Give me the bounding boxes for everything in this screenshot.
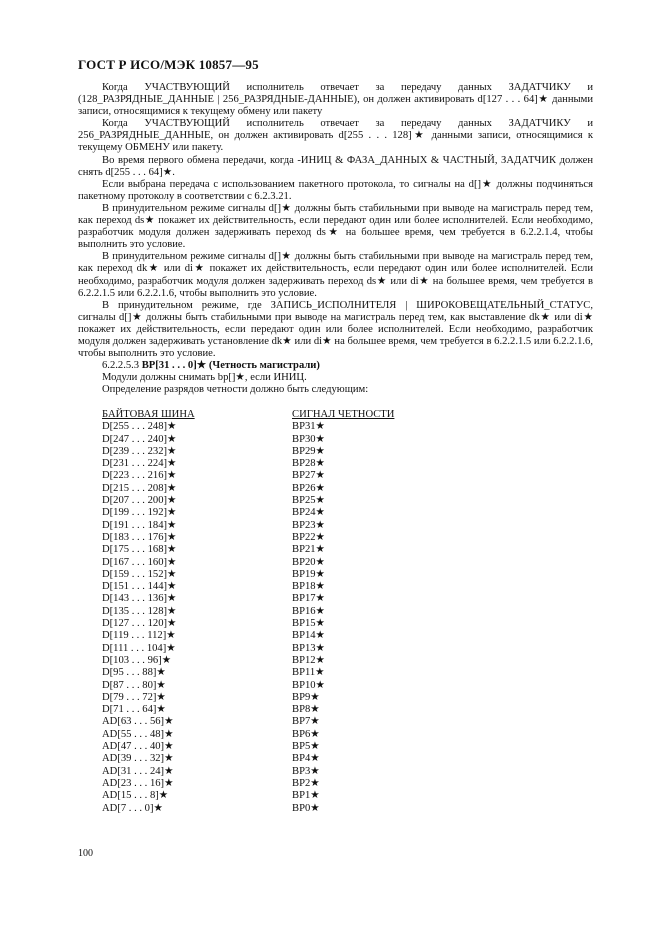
- table-row: [102, 557, 394, 569]
- parity-signal-cell: BP28★: [292, 458, 326, 470]
- byte-bus-cell: D[111 . . . 104]★: [102, 642, 176, 654]
- paragraph: В принудительном режиме, где ЗАПИСЬ_ИСПОЛНИТЕЛЯ | ШИРОКОВЕЩАТЕЛЬНЫЙ_СТАТУС, сигналы d[]★ должны быть стабильными при выводе на магистраль перед тем, как выставление dk★ или di★ покажет их действительность, если передают один или более исполнителей. Если необходимо, разработчик модуля должен задерживать установление dk★ или di★ на большее время, чем требуется в 6.2.2.1.5 или 6.2.2.1.6, чтобы выполнить это условие.: [78, 299, 593, 360]
- parity-signal-cell: BP4★: [292, 753, 320, 765]
- column-header-parity-signal: СИГНАЛ ЧЕТНОСТИ: [292, 409, 395, 420]
- byte-bus-cell: AD[31 . . . 24]★: [102, 765, 174, 777]
- subsection-line: Определение разрядов четности должно быть следующим:: [102, 384, 369, 396]
- byte-bus-cell: D[215 . . . 208]★: [102, 482, 177, 494]
- parity-signal-cell: BP25★: [292, 495, 326, 507]
- table-row: [102, 716, 394, 728]
- paragraph: В принудительном режиме сигналы d[]★ должны быть стабильными при выводе на магистраль перед тем, как переход dk★ или di★ покажет их действительность, если передают один или более исполнителей. Если необходимо, разработчик модуля должен задерживать переход ds★ или di★ на большее время, чем требуется в 6.2.2.1.5 или 6.2.2.1.6, чтобы выполнить это условие.: [78, 251, 593, 299]
- table-row: [102, 446, 394, 458]
- table-row: [102, 753, 394, 765]
- subsection-number: 6.2.2.5.3: [102, 360, 140, 372]
- byte-bus-cell: D[223 . . . 216]★: [102, 470, 177, 482]
- table-row: [102, 606, 394, 618]
- table-row: [102, 741, 394, 753]
- byte-bus-cell: AD[47 . . . 40]★: [102, 741, 174, 753]
- parity-signal-cell: BP7★: [292, 716, 320, 728]
- table-row: [102, 520, 394, 532]
- parity-signal-cell: BP26★: [292, 482, 326, 494]
- paragraph: Если выбрана передача с использованием пакетного протокола, то сигналы на d[]★ должны подчиняться пакетному протоколу в соответствии с 6.2.3.21.: [78, 178, 593, 202]
- parity-signal-cell: BP8★: [292, 704, 320, 716]
- table-row: [102, 458, 394, 470]
- table-row: [102, 655, 394, 667]
- parity-signal-cell: BP23★: [292, 519, 326, 531]
- byte-bus-cell: D[151 . . . 144]★: [102, 581, 177, 593]
- paragraph: В принудительном режиме сигналы d[]★ должны быть стабильными при выводе на магистраль перед тем, как переход ds★ покажет их действительность, если передают один или более исполнителей. Если необходимо, разработчик модуля должен задерживать переход ds★ на большее время, чем требуется в 6.2.2.1.4, чтобы выполнить это условие.: [78, 202, 593, 251]
- parity-signal-cell: BP12★: [292, 654, 326, 666]
- byte-bus-cell: D[135 . . . 128]★: [102, 605, 177, 617]
- paragraph: Во время первого обмена передачи, когда -ИНИЦ & ФАЗА_ДАННЫХ & ЧАСТНЫЙ, ЗАДАТЧИК должен снять d[255 . . . 64]★.: [78, 154, 593, 178]
- parity-signal-cell: BP11★: [292, 667, 325, 679]
- byte-bus-cell: D[247 . . . 240]★: [102, 433, 177, 445]
- byte-bus-cell: D[119 . . . 112]★: [102, 630, 176, 642]
- table-row: [102, 507, 394, 519]
- table-row: [102, 434, 394, 446]
- parity-signal-cell: BP5★: [292, 741, 320, 753]
- table-row: [102, 544, 394, 556]
- table-row: [102, 421, 394, 433]
- table-row: [102, 803, 394, 815]
- paragraph: Когда УЧАСТВУЮЩИЙ исполнитель отвечает за передачу данных ЗАДАТЧИКУ и (128_РАЗРЯДНЫЕ_ДАННЫЕ | 256_РАЗРЯДНЫЕ-ДАННЫЕ), он должен активировать d[127 . . . 64]★ данными записи, относящимися к текущему обмену или пакету: [78, 82, 593, 118]
- table-row: [102, 630, 394, 642]
- subsection-line: Модули должны снимать bp[]★, если ИНИЦ.: [102, 372, 307, 384]
- column-header-byte-bus: БАЙТОВАЯ ШИНА: [102, 409, 195, 420]
- parity-signal-cell: BP24★: [292, 507, 326, 519]
- parity-signal-cell: BP30★: [292, 433, 326, 445]
- table-body: [102, 421, 394, 815]
- byte-bus-cell: D[167 . . . 160]★: [102, 556, 177, 568]
- parity-signal-cell: BP10★: [292, 679, 326, 691]
- table-row: [102, 483, 394, 495]
- paragraph: Когда УЧАСТВУЮЩИЙ исполнитель отвечает за передачу данных ЗАДАТЧИКУ и 256_РАЗРЯДНЫЕ_ДАННЫЕ, он должен активировать d[255 . . . 128]★ данными записи, относящимися к текущему ОБМЕНУ или пакету.: [78, 118, 593, 154]
- byte-bus-cell: AD[15 . . . 8]★: [102, 790, 169, 802]
- table-row: [102, 778, 394, 790]
- parity-signal-cell: BP15★: [292, 618, 326, 630]
- byte-bus-cell: D[103 . . . 96]★: [102, 654, 172, 666]
- subsection-heading: [102, 360, 593, 372]
- table-row: [102, 495, 394, 507]
- byte-bus-cell: AD[7 . . . 0]★: [102, 802, 163, 814]
- byte-bus-cell: AD[55 . . . 48]★: [102, 728, 174, 740]
- byte-bus-cell: D[231 . . . 224]★: [102, 458, 177, 470]
- byte-bus-cell: D[199 . . . 192]★: [102, 507, 177, 519]
- parity-table: [102, 409, 394, 815]
- byte-bus-cell: D[175 . . . 168]★: [102, 544, 177, 556]
- table-header-row: [102, 409, 394, 421]
- byte-bus-cell: D[127 . . . 120]★: [102, 618, 177, 630]
- byte-bus-cell: D[239 . . . 232]★: [102, 445, 177, 457]
- parity-signal-cell: BP31★: [292, 421, 326, 433]
- byte-bus-cell: D[87 . . . 80]★: [102, 679, 166, 691]
- table-row: [102, 692, 394, 704]
- byte-bus-cell: D[191 . . . 184]★: [102, 519, 177, 531]
- document-header: ГОСТ Р ИСО/МЭК 10857—95: [78, 57, 259, 72]
- byte-bus-cell: D[95 . . . 88]★: [102, 667, 166, 679]
- parity-signal-cell: BP1★: [292, 790, 320, 802]
- parity-signal-cell: BP9★: [292, 691, 320, 703]
- parity-signal-cell: BP16★: [292, 605, 326, 617]
- parity-signal-cell: BP19★: [292, 568, 326, 580]
- parity-signal-cell: BP20★: [292, 556, 326, 568]
- parity-signal-cell: BP27★: [292, 470, 326, 482]
- table-row: [102, 470, 394, 482]
- parity-signal-cell: BP0★: [292, 802, 320, 814]
- table-row: [102, 729, 394, 741]
- parity-signal-cell: BP2★: [292, 777, 320, 789]
- byte-bus-cell: D[207 . . . 200]★: [102, 495, 177, 507]
- table-row: [102, 569, 394, 581]
- table-row: [102, 593, 394, 605]
- table-row: [102, 680, 394, 692]
- byte-bus-cell: D[183 . . . 176]★: [102, 531, 177, 543]
- parity-signal-cell: BP17★: [292, 593, 326, 605]
- parity-signal-cell: BP22★: [292, 531, 326, 543]
- document-body: [78, 82, 593, 396]
- table-row: [102, 532, 394, 544]
- table-row: [102, 643, 394, 655]
- parity-signal-cell: BP14★: [292, 630, 326, 642]
- byte-bus-cell: D[143 . . . 136]★: [102, 593, 177, 605]
- table-row: [102, 766, 394, 778]
- byte-bus-cell: AD[39 . . . 32]★: [102, 753, 174, 765]
- table-row: [102, 667, 394, 679]
- table-row: [102, 618, 394, 630]
- parity-signal-cell: BP3★: [292, 765, 320, 777]
- parity-signal-cell: BP21★: [292, 544, 326, 556]
- page-number: 100: [78, 848, 93, 859]
- byte-bus-cell: D[159 . . . 152]★: [102, 568, 177, 580]
- byte-bus-cell: AD[23 . . . 16]★: [102, 777, 174, 789]
- subsection-title: BP[31 . . . 0]★ (Четность магистрали): [141, 360, 320, 372]
- table-row: [102, 790, 394, 802]
- byte-bus-cell: D[71 . . . 64]★: [102, 704, 166, 716]
- table-row: [102, 704, 394, 716]
- parity-signal-cell: BP18★: [292, 581, 326, 593]
- table-row: [102, 581, 394, 593]
- parity-signal-cell: BP29★: [292, 445, 326, 457]
- byte-bus-cell: D[79 . . . 72]★: [102, 691, 166, 703]
- byte-bus-cell: D[255 . . . 248]★: [102, 421, 177, 433]
- parity-signal-cell: BP6★: [292, 728, 320, 740]
- byte-bus-cell: AD[63 . . . 56]★: [102, 716, 174, 728]
- parity-signal-cell: BP13★: [292, 642, 326, 654]
